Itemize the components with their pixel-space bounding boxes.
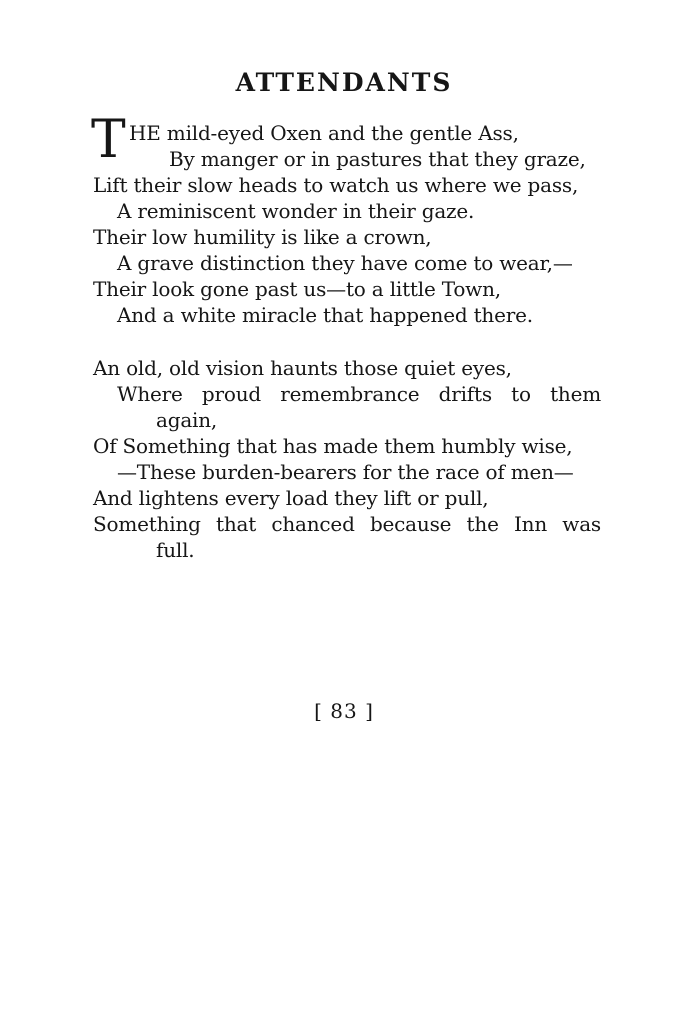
- poem-line: —These burden-bearers for the race of men—: [117, 460, 574, 484]
- poem-line-text: HE mild-eyed Oxen and the gentle Ass,: [129, 121, 519, 145]
- poem-line: Where proud remembrance drifts to them: [117, 382, 601, 406]
- poem-body: [91, 110, 601, 563]
- poem-line: An old, old vision haunts those quiet eyes,: [93, 356, 512, 380]
- poem-line: full.: [156, 538, 195, 562]
- page-number: [ 83 ]: [314, 699, 374, 723]
- poem-stanza-1: [91, 110, 601, 328]
- poem-line: again,: [156, 408, 218, 432]
- poem-title: ATTENDANTS: [235, 68, 453, 97]
- poem-line: And lightens every load they lift or pull,: [93, 486, 489, 510]
- poem-line: And a white miracle that happened there.: [117, 303, 533, 327]
- poem-line: Their look gone past us—to a little Town,: [93, 277, 501, 301]
- drop-cap: T: [91, 110, 126, 170]
- poem-line: A reminiscent wonder in their gaze.: [117, 199, 475, 223]
- poem-line: Something that chanced because the Inn was: [93, 512, 601, 536]
- poem-line: By manger or in pastures that they graze,: [169, 147, 586, 171]
- poem-stanza-2: [93, 355, 601, 563]
- poem-line: Lift their slow heads to watch us where we pass,: [93, 173, 579, 197]
- poem-line: Of Something that has made them humbly wise,: [93, 434, 573, 458]
- poem-line: Their low humility is like a crown,: [93, 225, 432, 249]
- poem-line: A grave distinction they have come to wear,—: [117, 251, 573, 275]
